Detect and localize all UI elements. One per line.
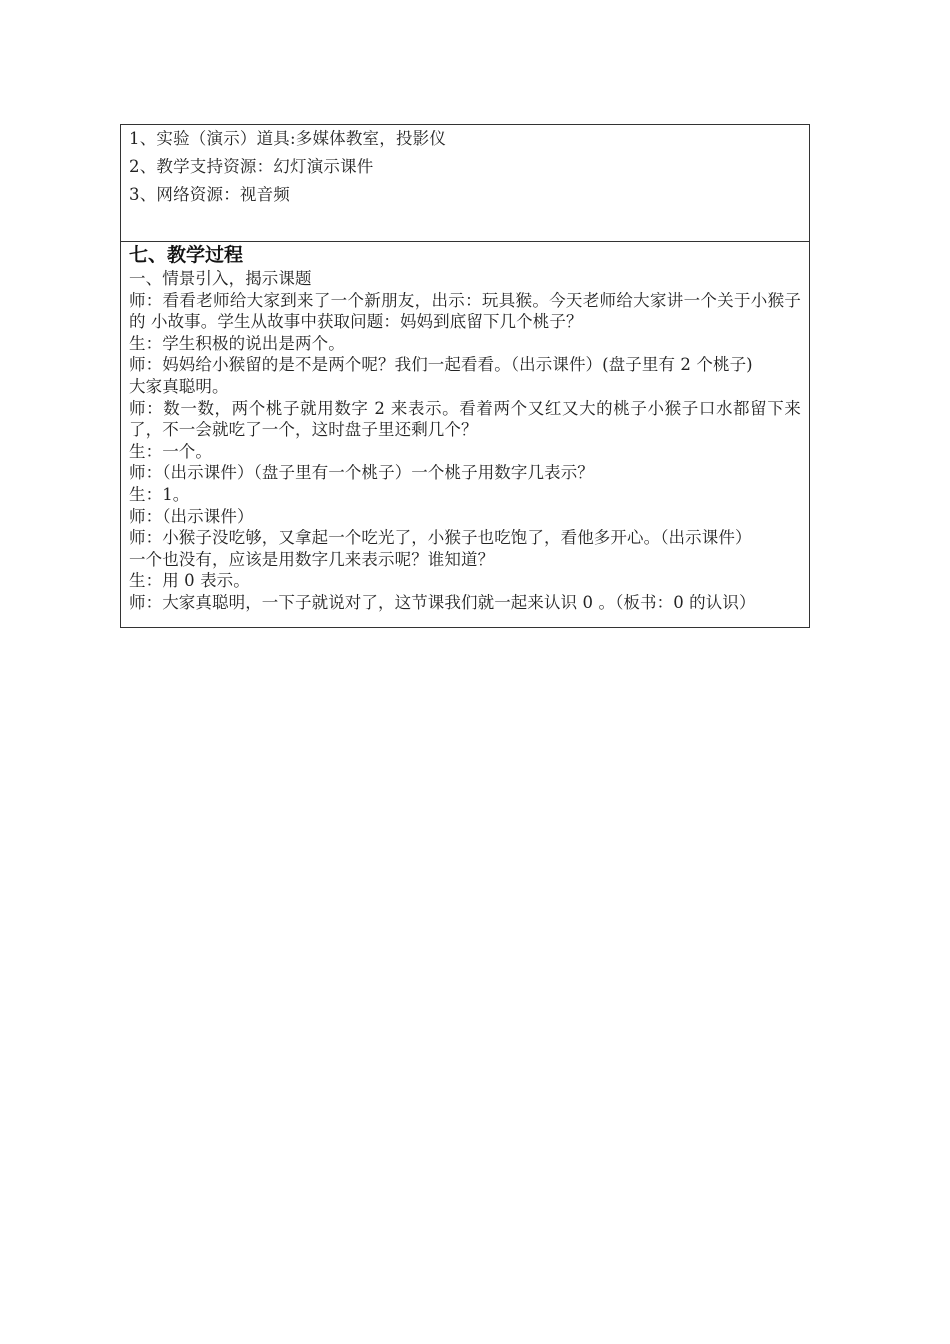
resource-item-equipment: 1、实验（演示）道具:多媒体教室，投影仪 [129, 129, 447, 148]
paragraph: 师：（出示课件）（盘子里有一个桃子）一个桃子用数字几表示？ [129, 463, 594, 483]
subsection-heading: 一、情景引入，揭示课题 [129, 269, 312, 288]
paragraph: 师：小猴子没吃够，又拿起一个吃光了，小猴子也吃饱了，看他多开心。（出示课件） [129, 528, 752, 548]
paragraph: 生：用 0 表示。 [129, 571, 250, 591]
teaching-process-cell [121, 243, 809, 627]
paragraph: 生：1。 [129, 484, 190, 504]
paragraph: 师：数一数，两个桃子就用数字 2 来表示。看着两个又红又大的桃子小猴子口水都留下来了，不一会就吃了一个，这时盘子里还剩几个？ [129, 398, 801, 440]
paragraph: 师：大家真聪明，一下子就说对了，这节课我们就一起来认识 0 。（板书：0 的认识） [129, 592, 756, 612]
section-title: 七、教学过程 [129, 244, 244, 266]
paragraph: 师：妈妈给小猴留的是不是两个呢？我们一起看看。（出示课件）(盘子里有 2 个桃子) [129, 355, 753, 375]
paragraph: 生：一个。 [129, 441, 212, 461]
resource-item-teaching-support: 2、教学支持资源：幻灯演示课件 [129, 157, 374, 176]
paragraph: 生：学生积极的说出是两个。 [129, 333, 345, 353]
lesson-plan-table [120, 124, 810, 628]
paragraph: 师：（出示课件） [129, 506, 254, 526]
paragraph: 一个也没有，应该是用数字几来表示呢？谁知道？ [129, 549, 495, 569]
resources-cell [121, 125, 809, 242]
paragraph: 师：看看老师给大家到来了一个新朋友，出示：玩具猴。今天老师给大家讲一个关于小猴子的 小故事。学生从故事中获取问题：妈妈到底留下几个桃子？ [129, 290, 801, 332]
paragraph: 大家真聪明。 [129, 376, 229, 396]
resource-item-network: 3、网络资源：视音频 [129, 185, 290, 204]
